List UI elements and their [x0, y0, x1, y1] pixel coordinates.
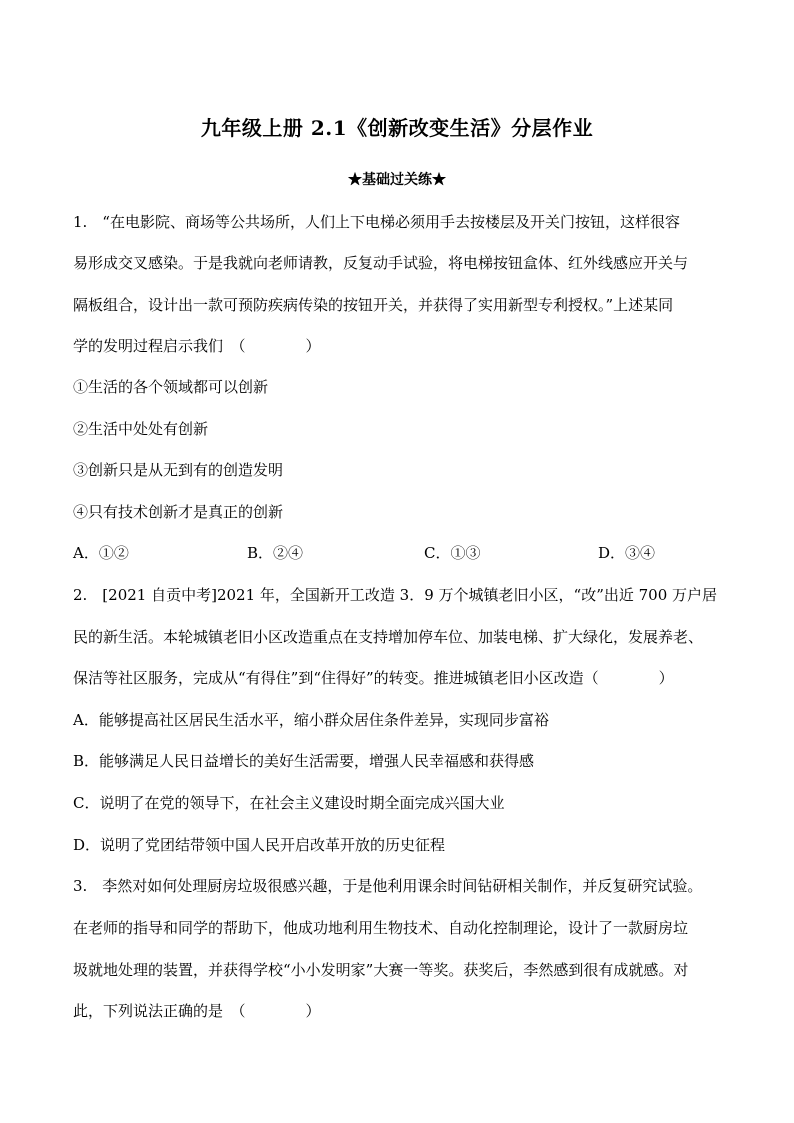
q1-statement: ③创新只是从无到有的创造发明 — [73, 461, 284, 479]
q3-stem-line: 圾就地处理的装置，并获得学校“小小发明家”大赛一等奖。获奖后，李然感到很有成就感。对 — [73, 961, 689, 979]
page-title: 九年级上册 2.1《创新改变生活》分层作业 — [200, 116, 594, 140]
q2-option-d: D．说明了党团结带领中国人民开启改革开放的历史征程 — [73, 836, 446, 854]
q2-option-b: B．能够满足人民日益增长的美好生活需要，增强人民幸福感和获得感 — [73, 752, 535, 770]
q1-option-a: A．①② — [73, 544, 129, 562]
q2-stem-line: 民的新生活。本轮城镇老旧小区改造重点在支持增加停车位、加装电梯、扩大绿化，发展养老、 — [73, 628, 704, 646]
q1-stem-line: 隔板组合，设计出一款可预防疾病传染的按钮开关，并获得了实用新型专利授权。”上述某同 — [73, 296, 674, 314]
q3-stem-line: 此，下列说法正确的是 （ ） — [73, 1002, 321, 1020]
q1-statement: ②生活中处处有创新 — [73, 420, 209, 438]
section-heading: ★基础过关练★ — [348, 172, 446, 188]
q1-stem-line: 1. “在电影院、商场等公共场所，人们上下电梯必须用手去按楼层及开关门按钮，这样很容 — [73, 213, 680, 231]
q2-option-a: A．能够提高社区居民生活水平，缩小群众居住条件差异，实现同步富裕 — [73, 711, 549, 729]
q2-stem-line: 保洁等社区服务，完成从“有得住”到“住得好”的转变。推进城镇老旧小区改造（ ） — [73, 669, 674, 687]
q1-option-d: D．③④ — [598, 544, 656, 562]
q3-stem-line: 在老师的指导和同学的帮助下，他成功地利用生物技术、自动化控制理论，设计了一款厨房垃 — [73, 919, 689, 937]
q1-option-c: C．①③ — [424, 544, 481, 562]
q1-stem-line: 易形成交叉感染。于是我就向老师请教，反复动手试验，将电梯按钮盒体、红外线感应开关与 — [73, 254, 689, 272]
q1-stem-line: 学的发明过程启示我们 （ ） — [73, 337, 321, 355]
q1-statement: ④只有技术创新才是真正的创新 — [73, 503, 284, 521]
q1-statement: ①生活的各个领域都可以创新 — [73, 378, 269, 396]
q1-option-b: B．②④ — [247, 544, 304, 562]
q2-option-c: C．说明了在党的领导下，在社会主义建设时期全面完成兴国大业 — [73, 794, 505, 812]
q3-stem-line: 3. 李然对如何处理厨房垃圾很感兴趣，于是他利用课余时间钻研相关制作，并反复研究试验。 — [73, 877, 703, 895]
q2-stem-line: 2. [2021 自贡中考]2021 年，全国新开工改造 3．9 万个城镇老旧小区，“改”出近 700 万户居 — [73, 586, 718, 604]
